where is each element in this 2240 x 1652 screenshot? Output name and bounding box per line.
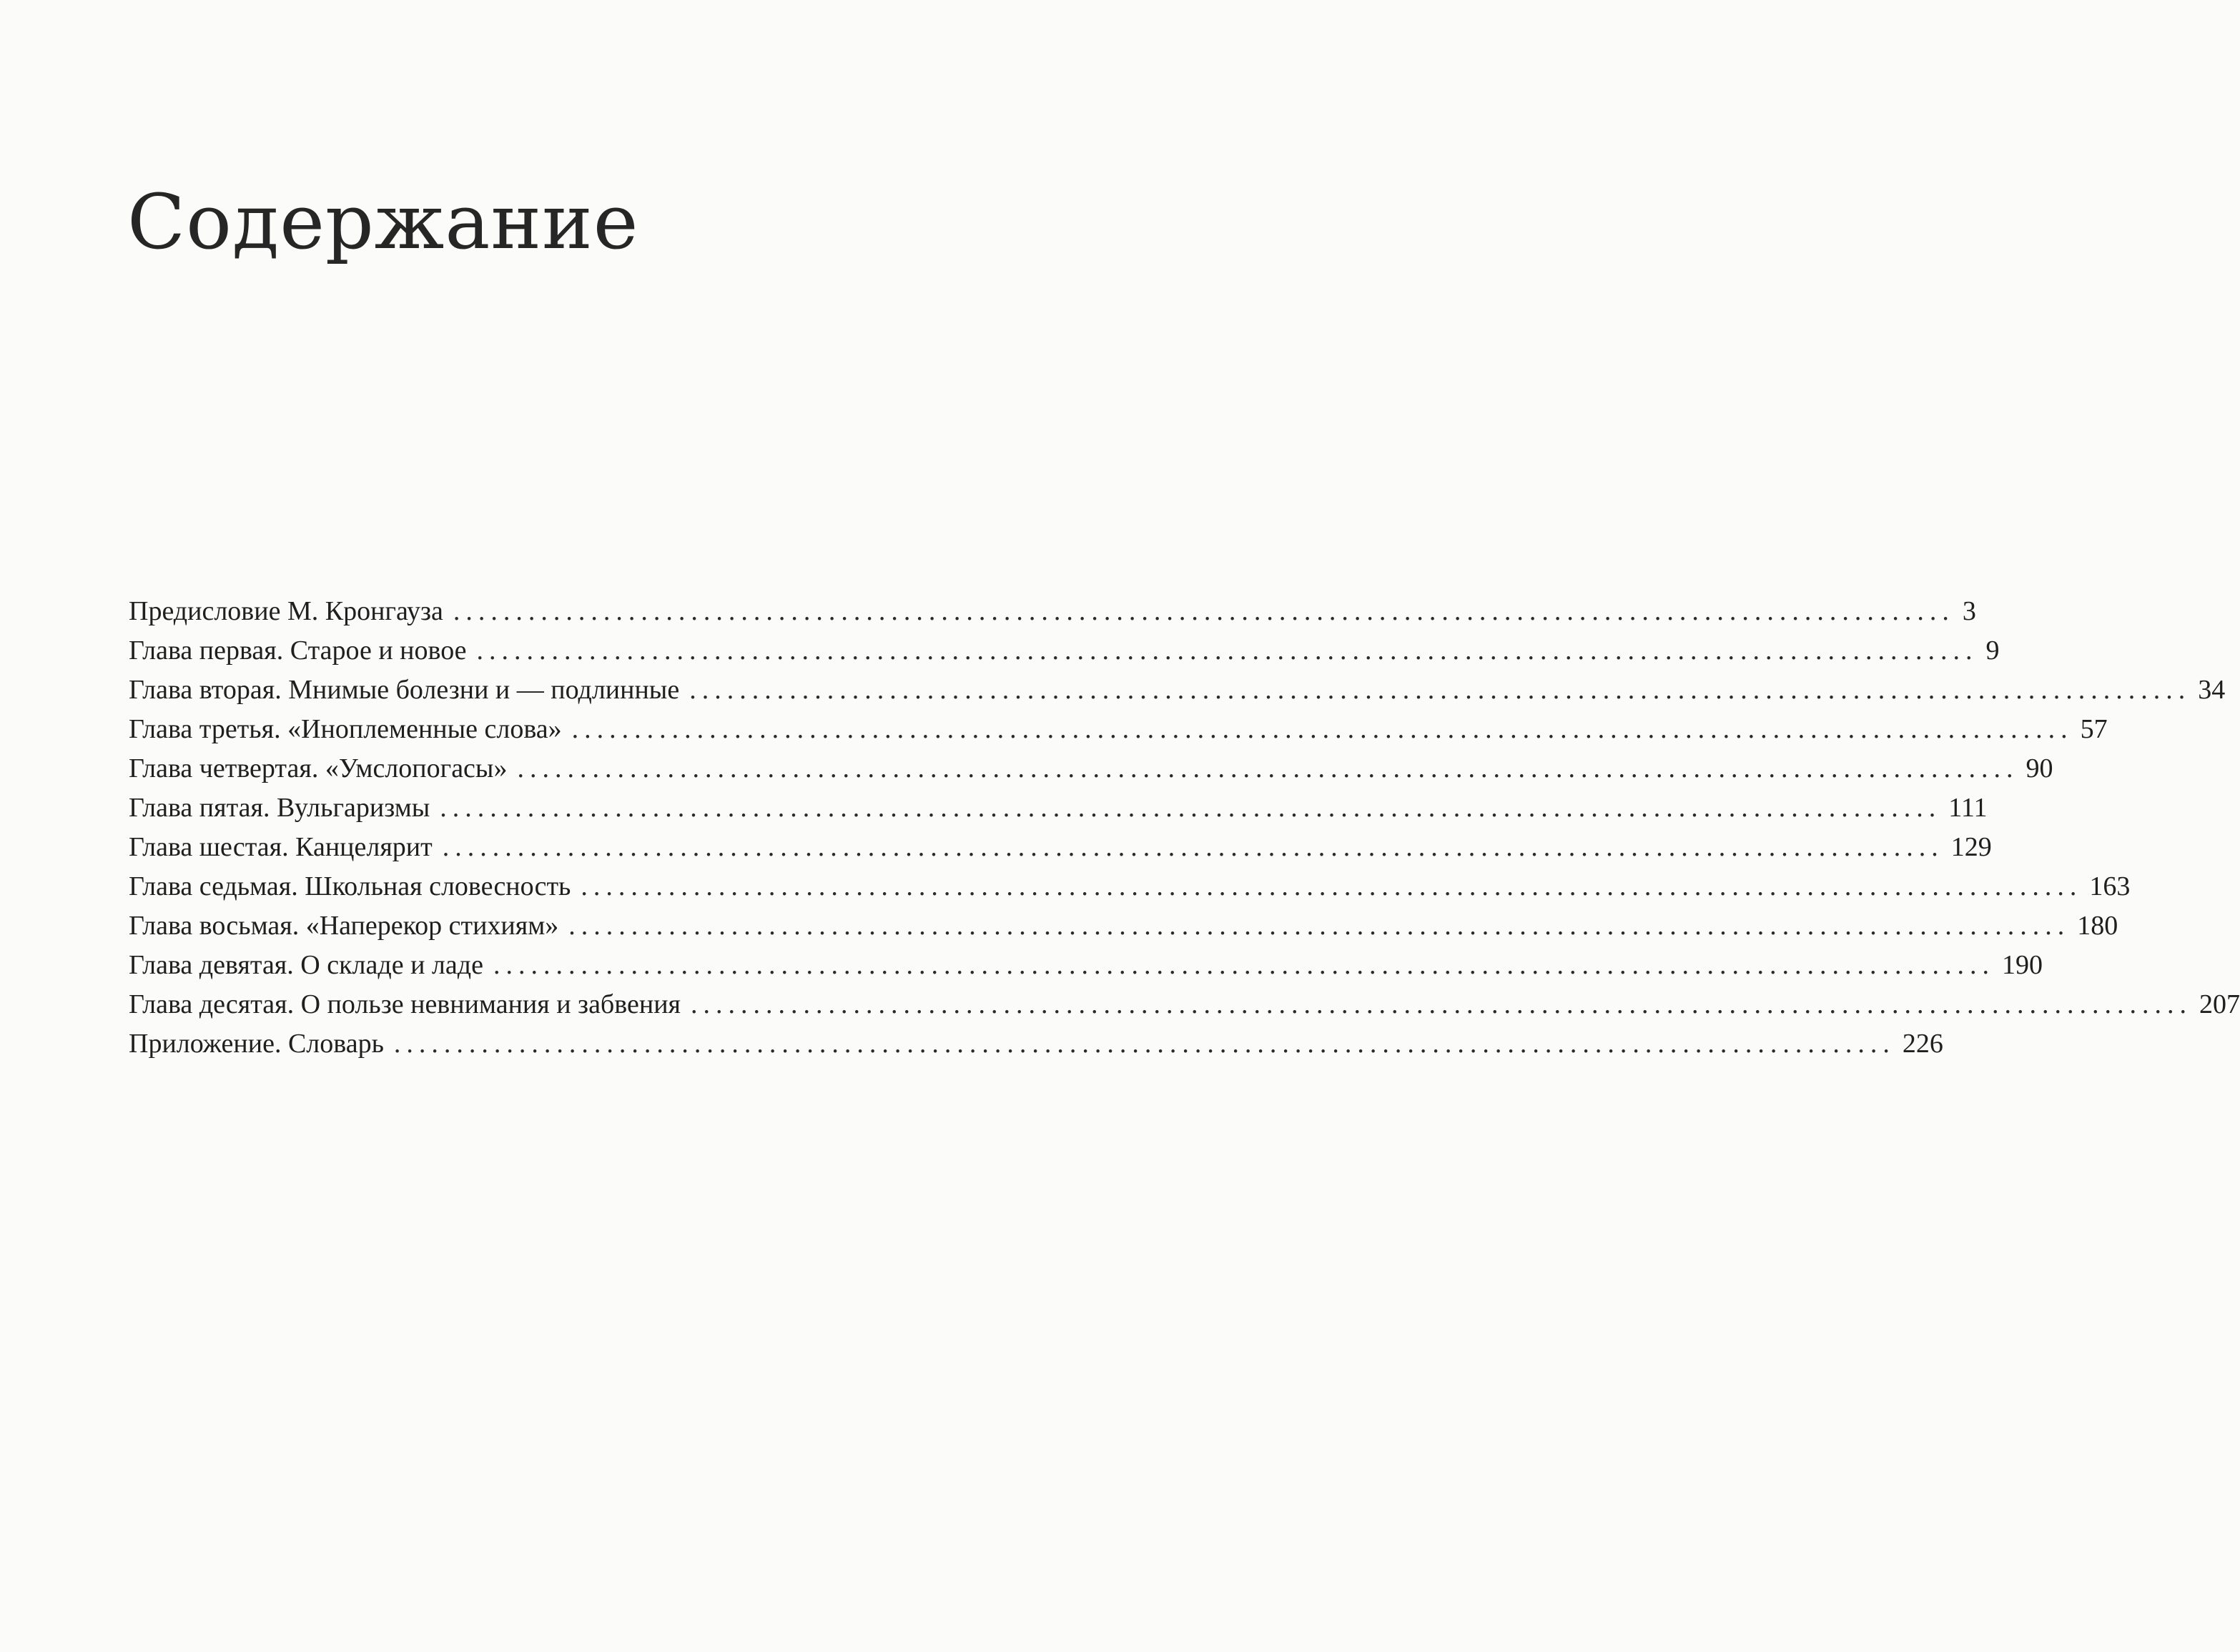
toc-leader-dots: ........................................................................................................................ <box>442 832 1944 862</box>
toc-leader-dots: ........................................................................................................................ <box>476 635 1978 666</box>
toc-entry <box>129 631 2000 671</box>
toc-entry-page: 163 <box>2089 871 2131 901</box>
toc-entry-page: 3 <box>1962 596 1976 626</box>
toc-leader-dots: ........................................................................................................................ <box>689 675 2191 705</box>
toc-entry <box>129 1024 1943 1064</box>
toc-leader-dots: ........................................................................................................................ <box>571 714 2073 744</box>
toc-entry-page: 190 <box>2001 950 2043 980</box>
toc-entry-label: Глава восьмая. «Наперекор стихиям» <box>129 911 559 941</box>
toc-entry-label: Глава девятая. О складе и ладе <box>129 950 483 980</box>
toc-entry <box>129 906 2118 946</box>
toc-entry <box>129 867 2131 906</box>
toc-entry-label: Глава первая. Старое и новое <box>129 635 467 666</box>
toc-entry-label: Глава вторая. Мнимые болезни и — подлинные <box>129 675 680 705</box>
toc-leader-dots: ........................................................................................................................ <box>517 753 2019 783</box>
toc-entry-page: 111 <box>1948 793 1988 823</box>
toc-entry <box>129 788 1988 828</box>
toc-entry-label: Глава четвертая. «Умслопогасы» <box>129 753 508 783</box>
toc-leader-dots: ........................................................................................................................ <box>493 950 1995 980</box>
page-title: Содержание <box>127 178 639 266</box>
toc-entry <box>129 749 2053 788</box>
toc-entry-label: Предисловие М. Кронгауза <box>129 596 443 626</box>
toc-entry <box>129 710 2108 749</box>
toc-entry-page: 226 <box>1902 1029 1943 1059</box>
table-of-contents <box>129 592 2240 1064</box>
toc-entry <box>129 671 2226 710</box>
toc-leader-dots: ........................................................................................................................ <box>453 596 1955 626</box>
toc-entry <box>129 946 2043 985</box>
toc-leader-dots: ........................................................................................................................ <box>393 1029 1895 1059</box>
toc-entry-page: 34 <box>2198 675 2226 705</box>
toc-leader-dots: ........................................................................................................................ <box>440 793 1942 823</box>
toc-entry-label: Глава пятая. Вульгаризмы <box>129 793 430 823</box>
toc-entry-page: 207 <box>2199 989 2240 1019</box>
toc-entry <box>129 592 1976 631</box>
toc-entry-page: 57 <box>2080 714 2108 744</box>
toc-entry-page: 9 <box>1985 635 2000 666</box>
toc-entry-label: Приложение. Словарь <box>129 1029 384 1059</box>
toc-entry-label: Глава третья. «Иноплеменные слова» <box>129 714 562 744</box>
toc-entry-label: Глава десятая. О пользе невнимания и забвения <box>129 989 681 1019</box>
toc-leader-dots: ........................................................................................................................ <box>691 989 2193 1019</box>
toc-entry <box>129 828 1992 867</box>
toc-entry-page: 90 <box>2026 753 2053 783</box>
toc-leader-dots: ........................................................................................................................ <box>581 871 2083 901</box>
toc-entry-page: 180 <box>2077 911 2118 941</box>
toc-entry-page: 129 <box>1950 832 1992 862</box>
toc-entry-label: Глава седьмая. Школьная словесность <box>129 871 571 901</box>
toc-entry-label: Глава шестая. Канцелярит <box>129 832 433 862</box>
toc-entry <box>129 985 2240 1024</box>
toc-leader-dots: ........................................................................................................................ <box>568 911 2071 941</box>
